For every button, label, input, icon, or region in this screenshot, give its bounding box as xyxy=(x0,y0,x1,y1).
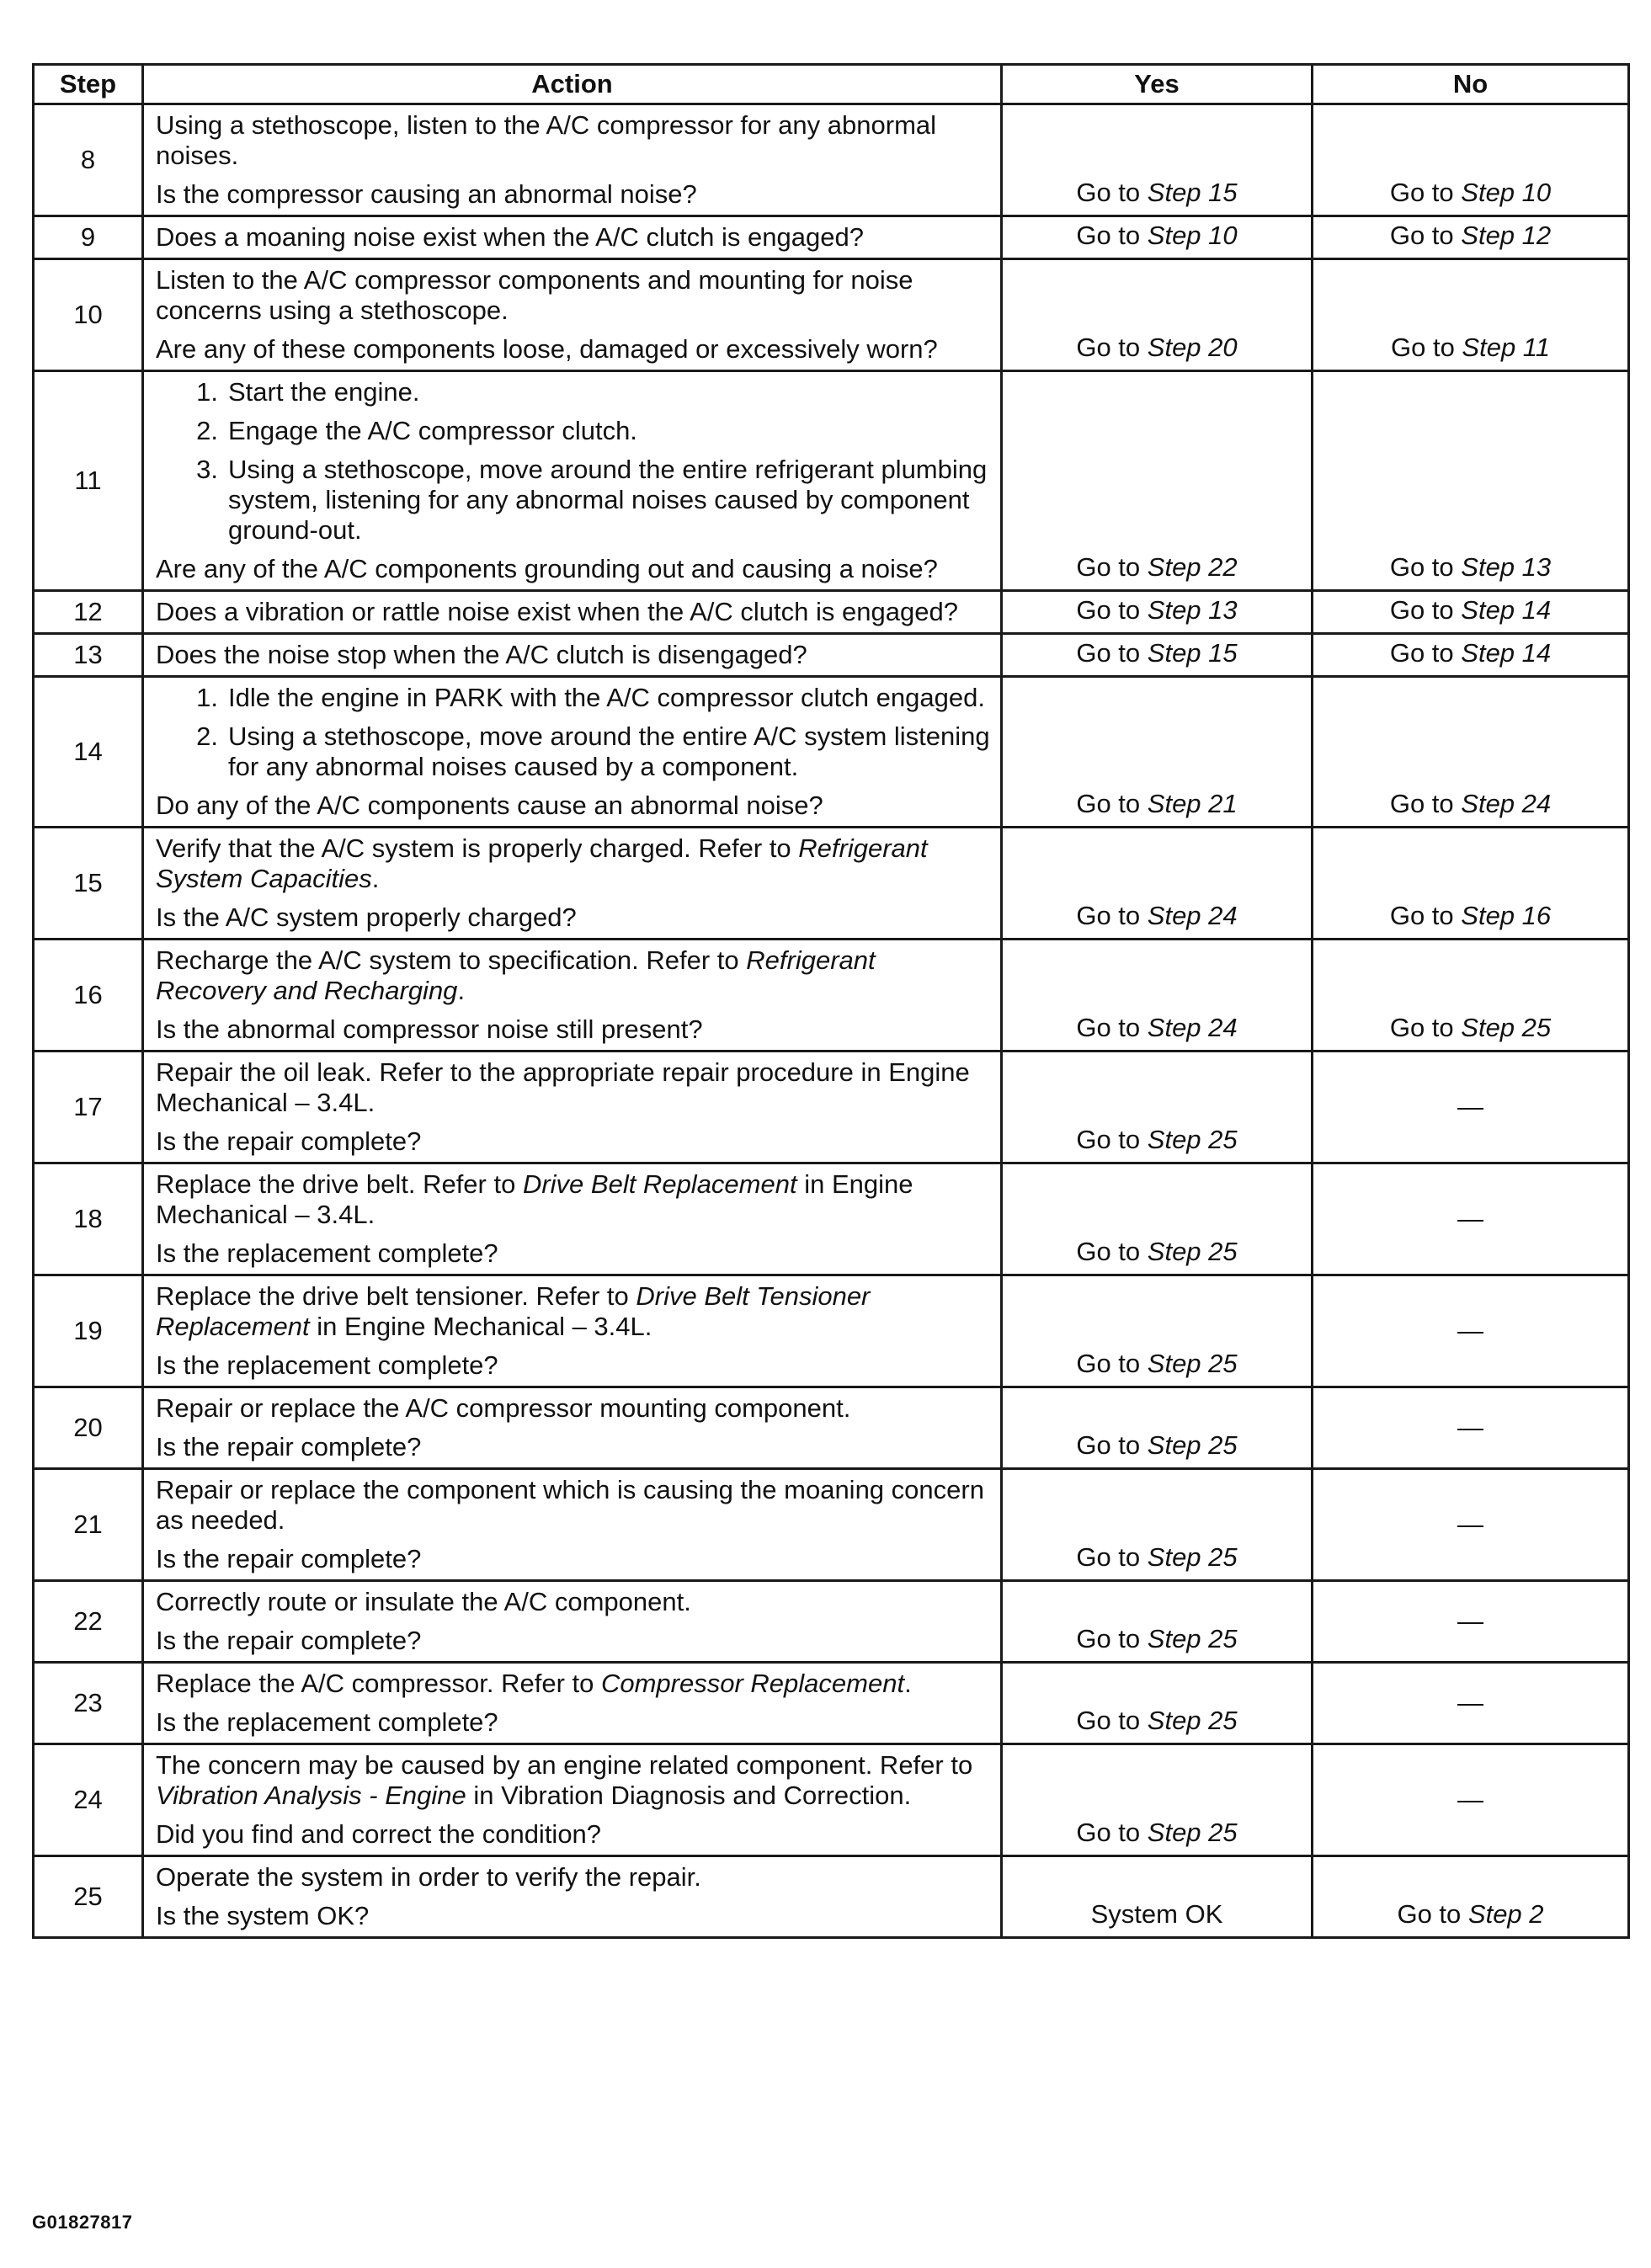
action-question: Is the abnormal compressor noise still present? xyxy=(156,1014,703,1044)
yes-result xyxy=(1002,1856,1313,1938)
instruction-text: The concern may be caused by an engine related component. Refer to xyxy=(156,1750,973,1780)
goto-text: Go to xyxy=(1389,789,1462,818)
action-instruction xyxy=(156,1393,992,1424)
goto-step-reference: Step 2 xyxy=(1467,1899,1544,1929)
step-number: 17 xyxy=(34,1051,143,1163)
yes-result xyxy=(1002,1469,1313,1581)
not-applicable-dash: — xyxy=(1457,1204,1483,1233)
action-cell xyxy=(143,371,1002,591)
step-number: 24 xyxy=(34,1744,143,1856)
goto-step-reference: Step 25 xyxy=(1147,1349,1238,1378)
action-cell xyxy=(143,828,1002,940)
diagnostic-table-sheet xyxy=(32,63,1617,1939)
table-row xyxy=(34,259,1629,371)
instruction-text: . xyxy=(457,976,466,1005)
step-number: 21 xyxy=(34,1469,143,1581)
instruction-text: Repair or replace the component which is causing the moaning concern as needed. xyxy=(156,1475,984,1535)
not-applicable-dash: — xyxy=(1457,1316,1483,1345)
goto-step-reference: Step 25 xyxy=(1147,1706,1238,1735)
instruction-text: in Vibration Diagnosis and Correction. xyxy=(466,1781,912,1810)
goto-text: Go to xyxy=(1389,178,1462,207)
procedure-step xyxy=(156,377,992,407)
goto-text: Go to xyxy=(1076,221,1148,250)
step-number: 8 xyxy=(34,104,143,216)
table-body xyxy=(34,104,1629,1938)
procedure-step-number: 2. xyxy=(196,416,218,445)
goto-text: Go to xyxy=(1076,1013,1148,1042)
goto-text: Go to xyxy=(1389,552,1462,582)
action-question: Is the repair complete? xyxy=(156,1126,422,1156)
procedure-step xyxy=(156,721,992,782)
goto-text: Go to xyxy=(1076,638,1148,668)
goto-step-reference: Step 25 xyxy=(1147,1125,1238,1154)
table-row xyxy=(34,1163,1629,1275)
goto-step-reference: Step 25 xyxy=(1147,1430,1238,1460)
action-cell xyxy=(143,1856,1002,1938)
action-instruction xyxy=(156,1862,992,1893)
procedure-step xyxy=(156,416,992,446)
goto-step-reference: Step 25 xyxy=(1147,1818,1238,1847)
no-result xyxy=(1313,940,1629,1051)
procedure-step-text: Start the engine. xyxy=(228,377,420,407)
yes-result xyxy=(1002,259,1313,371)
goto-text: Go to xyxy=(1076,178,1148,207)
not-applicable-dash: — xyxy=(1457,1606,1483,1636)
yes-result xyxy=(1002,634,1313,677)
no-result xyxy=(1313,1856,1629,1938)
action-cell xyxy=(143,259,1002,371)
action-cell xyxy=(143,1744,1002,1856)
step-number: 15 xyxy=(34,828,143,940)
action-question: Are any of these components loose, damaged or excessively worn? xyxy=(156,334,938,364)
table-row xyxy=(34,1856,1629,1938)
instruction-text: Correctly route or insulate the A/C component. xyxy=(156,1587,691,1616)
action-instruction xyxy=(156,945,992,1006)
no-result xyxy=(1313,634,1629,677)
goto-text: Go to xyxy=(1076,1125,1148,1154)
goto-step-reference: Step 10 xyxy=(1147,221,1238,250)
table-row xyxy=(34,1051,1629,1163)
action-instruction xyxy=(156,1475,992,1536)
action-cell xyxy=(143,1275,1002,1387)
table-row xyxy=(34,591,1629,634)
reference-title: Refrigerant Recovery and Recharging xyxy=(156,945,876,1005)
instruction-text: Replace the A/C compressor. Refer to xyxy=(156,1669,601,1698)
no-result xyxy=(1313,371,1629,591)
action-question: Is the replacement complete? xyxy=(156,1707,498,1737)
goto-text: Go to xyxy=(1076,1349,1148,1378)
procedure-step-text: Engage the A/C compressor clutch. xyxy=(228,416,637,445)
no-result xyxy=(1313,591,1629,634)
instruction-text: Repair or replace the A/C compressor mounting component. xyxy=(156,1393,851,1423)
instruction-text: Replace the drive belt tensioner. Refer to xyxy=(156,1281,636,1311)
no-result xyxy=(1313,1387,1629,1469)
step-number: 23 xyxy=(34,1663,143,1744)
goto-step-reference: Step 13 xyxy=(1461,552,1552,582)
yes-result xyxy=(1002,940,1313,1051)
instruction-text: in Engine Mechanical – 3.4L. xyxy=(156,1169,913,1229)
goto-step-reference: Step 25 xyxy=(1147,1542,1238,1572)
step-number: 16 xyxy=(34,940,143,1051)
action-question: Is the compressor causing an abnormal noise? xyxy=(156,179,697,209)
goto-text: Go to xyxy=(1076,333,1148,362)
action-cell xyxy=(143,1469,1002,1581)
goto-step-reference: Step 20 xyxy=(1147,333,1238,362)
action-question: Is the system OK? xyxy=(156,1901,370,1930)
action-instruction xyxy=(156,1057,992,1118)
header-no: No xyxy=(1313,65,1629,104)
result-text: System OK xyxy=(1090,1899,1223,1929)
reference-title: Refrigerant System Capacities xyxy=(156,833,928,893)
action-instruction xyxy=(156,1281,992,1342)
goto-text: Go to xyxy=(1076,1818,1148,1847)
goto-step-reference: Step 25 xyxy=(1147,1237,1238,1266)
action-cell xyxy=(143,940,1002,1051)
table-row xyxy=(34,1469,1629,1581)
goto-text: Go to xyxy=(1076,1430,1148,1460)
action-cell xyxy=(143,1163,1002,1275)
no-result xyxy=(1313,1275,1629,1387)
action-question: Is the repair complete? xyxy=(156,1432,422,1461)
goto-step-reference: Step 16 xyxy=(1461,901,1552,930)
no-result xyxy=(1313,1163,1629,1275)
instruction-text: Replace the drive belt. Refer to xyxy=(156,1169,523,1199)
yes-result xyxy=(1002,104,1313,216)
goto-step-reference: Step 25 xyxy=(1461,1013,1552,1042)
goto-text: Go to xyxy=(1389,1013,1462,1042)
procedure-step-number: 1. xyxy=(196,377,218,407)
yes-result xyxy=(1002,1387,1313,1469)
action-cell xyxy=(143,1051,1002,1163)
yes-result xyxy=(1002,828,1313,940)
goto-text: Go to xyxy=(1076,789,1148,818)
action-question: Is the A/C system properly charged? xyxy=(156,902,577,932)
action-cell xyxy=(143,677,1002,828)
action-instruction xyxy=(156,110,992,171)
action-cell xyxy=(143,1663,1002,1744)
action-instruction xyxy=(156,1750,992,1811)
instruction-text: Repair the oil leak. Refer to the appropriate repair procedure in Engine Mechanical – 3.4L. xyxy=(156,1057,970,1117)
goto-text: Go to xyxy=(1389,901,1462,930)
no-result xyxy=(1313,828,1629,940)
table-row xyxy=(34,634,1629,677)
action-instruction xyxy=(156,1669,992,1699)
goto-step-reference: Step 22 xyxy=(1147,552,1238,582)
goto-text: Go to xyxy=(1389,638,1462,668)
action-question: Is the replacement complete? xyxy=(156,1350,498,1380)
step-number: 10 xyxy=(34,259,143,371)
reference-title: Compressor Replacement xyxy=(600,1669,905,1698)
action-question: Did you find and correct the condition? xyxy=(156,1819,602,1849)
not-applicable-dash: — xyxy=(1457,1509,1483,1539)
goto-text: Go to xyxy=(1076,1542,1148,1572)
table-header-row xyxy=(34,65,1629,104)
header-yes: Yes xyxy=(1002,65,1313,104)
step-number: 20 xyxy=(34,1387,143,1469)
goto-text: Go to xyxy=(1076,1237,1148,1266)
not-applicable-dash: — xyxy=(1457,1413,1483,1442)
instruction-text: Verify that the A/C system is properly charged. Refer to xyxy=(156,833,799,863)
no-result xyxy=(1313,677,1629,828)
reference-title: Vibration Analysis - Engine xyxy=(156,1781,466,1810)
goto-text: Go to xyxy=(1076,1624,1148,1653)
yes-result xyxy=(1002,1744,1313,1856)
goto-step-reference: Step 12 xyxy=(1461,221,1552,250)
table-row xyxy=(34,216,1629,259)
reference-title: Drive Belt Replacement xyxy=(522,1169,797,1199)
step-number: 12 xyxy=(34,591,143,634)
goto-step-reference: Step 25 xyxy=(1147,1624,1238,1653)
action-instruction xyxy=(156,1587,992,1617)
goto-step-reference: Step 15 xyxy=(1147,178,1238,207)
instruction-text: . xyxy=(904,1669,912,1698)
no-result xyxy=(1313,104,1629,216)
goto-text: Go to xyxy=(1076,1706,1148,1735)
figure-code: G01827817 xyxy=(32,2212,133,2233)
goto-text: Go to xyxy=(1076,595,1148,625)
action-cell xyxy=(143,1581,1002,1663)
no-result xyxy=(1313,1581,1629,1663)
step-number: 25 xyxy=(34,1856,143,1938)
goto-step-reference: Step 15 xyxy=(1147,638,1238,668)
goto-text: Go to xyxy=(1076,901,1148,930)
step-number: 18 xyxy=(34,1163,143,1275)
table-row xyxy=(34,828,1629,940)
procedure-step-number: 3. xyxy=(196,455,218,484)
action-question: Do any of the A/C components cause an abnormal noise? xyxy=(156,791,823,820)
action-question: Is the repair complete? xyxy=(156,1544,422,1573)
yes-result xyxy=(1002,591,1313,634)
header-step: Step xyxy=(34,65,143,104)
instruction-text: . xyxy=(371,864,380,893)
table-row xyxy=(34,1387,1629,1469)
instruction-text: Recharge the A/C system to specification. Refer to xyxy=(156,945,747,975)
no-result xyxy=(1313,1051,1629,1163)
instruction-text: in Engine Mechanical – 3.4L. xyxy=(309,1312,652,1341)
table-row xyxy=(34,1581,1629,1663)
action-question: Does the noise stop when the A/C clutch is disengaged? xyxy=(156,640,807,669)
step-number: 14 xyxy=(34,677,143,828)
reference-title: Drive Belt Tensioner Replacement xyxy=(156,1281,871,1341)
goto-step-reference: Step 10 xyxy=(1461,178,1552,207)
yes-result xyxy=(1002,1051,1313,1163)
no-result xyxy=(1313,259,1629,371)
step-number: 11 xyxy=(34,371,143,591)
goto-text: Go to xyxy=(1397,1899,1468,1929)
yes-result xyxy=(1002,216,1313,259)
action-question: Does a moaning noise exist when the A/C clutch is engaged? xyxy=(156,222,864,252)
action-cell xyxy=(143,216,1002,259)
action-question: Is the repair complete? xyxy=(156,1626,422,1655)
step-number: 19 xyxy=(34,1275,143,1387)
goto-text: Go to xyxy=(1389,221,1462,250)
goto-step-reference: Step 21 xyxy=(1147,789,1238,818)
action-cell xyxy=(143,591,1002,634)
goto-step-reference: Step 24 xyxy=(1461,789,1552,818)
action-instruction xyxy=(156,1169,992,1230)
goto-step-reference: Step 14 xyxy=(1461,638,1552,668)
no-result xyxy=(1313,1663,1629,1744)
instruction-text: Listen to the A/C compressor components and mounting for noise concerns using a stethoscope. xyxy=(156,265,913,325)
table-row xyxy=(34,104,1629,216)
goto-text: Go to xyxy=(1390,333,1462,362)
action-cell xyxy=(143,634,1002,677)
not-applicable-dash: — xyxy=(1457,1688,1483,1717)
yes-result xyxy=(1002,1163,1313,1275)
table-row xyxy=(34,371,1629,591)
header-action: Action xyxy=(143,65,1002,104)
procedure-step-text: Idle the engine in PARK with the A/C compressor clutch engaged. xyxy=(228,683,985,712)
action-instruction xyxy=(156,265,992,326)
goto-text: Go to xyxy=(1076,552,1148,582)
procedure-step-number: 2. xyxy=(196,721,218,751)
step-number: 22 xyxy=(34,1581,143,1663)
no-result xyxy=(1313,1744,1629,1856)
instruction-text: Operate the system in order to verify the repair. xyxy=(156,1862,701,1892)
action-cell xyxy=(143,1387,1002,1469)
action-question: Does a vibration or rattle noise exist when the A/C clutch is engaged? xyxy=(156,597,958,626)
table-row xyxy=(34,1744,1629,1856)
step-number: 13 xyxy=(34,634,143,677)
instruction-text: Using a stethoscope, listen to the A/C compressor for any abnormal noises. xyxy=(156,110,937,170)
action-question: Are any of the A/C components grounding out and causing a noise? xyxy=(156,554,938,583)
procedure-step-text: Using a stethoscope, move around the entire refrigerant plumbing system, listening for any abnormal noises caused by component ground-out. xyxy=(228,455,988,545)
procedure-step xyxy=(156,683,992,713)
action-instruction xyxy=(156,833,992,894)
yes-result xyxy=(1002,1663,1313,1744)
procedure-step-number: 1. xyxy=(196,683,218,712)
table-row xyxy=(34,677,1629,828)
action-cell xyxy=(143,104,1002,216)
procedure-step-text: Using a stethoscope, move around the entire A/C system listening for any abnormal noises caused by a component. xyxy=(228,721,990,781)
step-number: 9 xyxy=(34,216,143,259)
not-applicable-dash: — xyxy=(1457,1092,1483,1121)
no-result xyxy=(1313,1469,1629,1581)
no-result xyxy=(1313,216,1629,259)
goto-text: Go to xyxy=(1389,595,1462,625)
procedure-step xyxy=(156,455,992,546)
not-applicable-dash: — xyxy=(1457,1785,1483,1814)
goto-step-reference: Step 14 xyxy=(1461,595,1552,625)
yes-result xyxy=(1002,677,1313,828)
table-row xyxy=(34,1275,1629,1387)
diagnostic-table xyxy=(32,63,1630,1939)
yes-result xyxy=(1002,1275,1313,1387)
goto-step-reference: Step 24 xyxy=(1147,1013,1238,1042)
goto-step-reference: Step 13 xyxy=(1147,595,1238,625)
table-row xyxy=(34,1663,1629,1744)
action-question: Is the replacement complete? xyxy=(156,1238,498,1268)
goto-step-reference: Step 24 xyxy=(1147,901,1238,930)
yes-result xyxy=(1002,1581,1313,1663)
table-row xyxy=(34,940,1629,1051)
goto-step-reference: Step 11 xyxy=(1462,333,1550,362)
yes-result xyxy=(1002,371,1313,591)
